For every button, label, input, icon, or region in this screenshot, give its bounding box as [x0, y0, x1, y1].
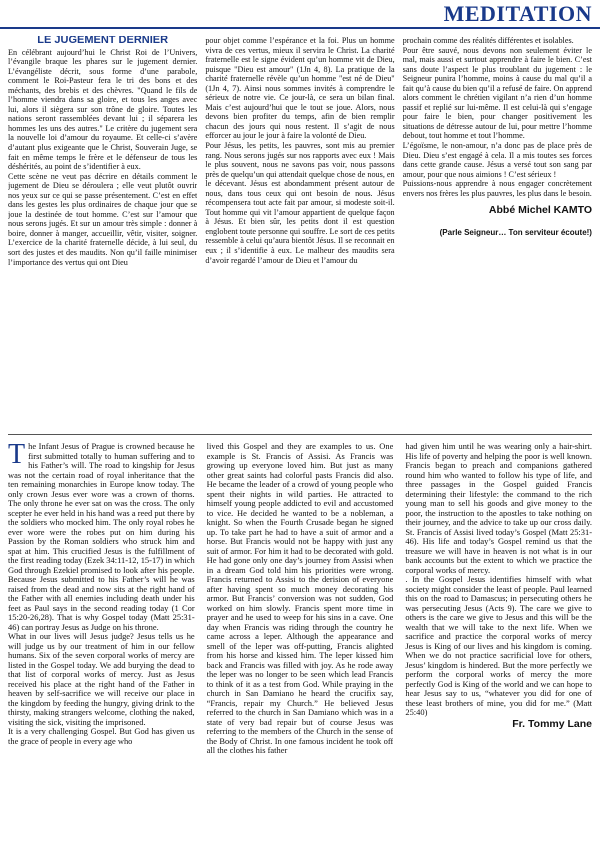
page-header	[0, 0, 600, 26]
paragraph: What in our lives will Jesus judge? Jesus tells us he will judge us by our treatment of him in our fellow humans. Six of the seven corporal works of mercy are listed in the Gospel today. We add burying the dead to that list of corporal works of mercy. Just as Jesus received his place at the right hand of the Father in heaven by self-sacrifice we will receive our place in the kingdom by feeding the hungry, giving drink to the thirsty, making strangers welcome, clothing the naked, visiting the sick, visiting the imprisoned.	[8, 631, 195, 727]
paragraph: lived this Gospel and they are examples to us. One example is St. Francis of Assisi. As Francis was growing up everyone loved him. But just as many other great saints had colorful pasts Francis did also. He became the leader of a crowd of young people who spent their nights in wild parties. He attracted to himself young people addicted to evil and accustomed to vice. He decided he wanted to be a nobleman, a knight. So when the Fourth Crusade began he signed up. To take part he had to have a suit of armor and a horse. But Francis would not be happy with just any suit of armor. For him it had to be decorated with gold. He had gone only one day’s journey from Assisi when in a dream God told him his priorities were wrong. Francis returned to Assisi to the derision of everyone after having spent so much money decorating his armor. But Francis’ conversion was not sudden, God worked on him slowly. Francis spent more time in prayer and he used to weep for his sins in a cave. One day when Francis was riding through the country he came across a leper. Although the appearance and smell of the leper was off-putting, Francis alighted from his horse and kissed him. The leper kissed him back and Francis was filled with joy. As he rode away the leper was no longer to be seen which lead Francis to think of it as a test from God. While praying in the church in San Damiano he heard the crucifix say, “Francis, repair my Church.” He believed Jesus referred to the church in San Damiano which was in a state of very bad repair but of course Jesus was referring to the members of the Church in the sense of the Body of Christ. In one famous incident he took off all the clothes his father	[206, 442, 394, 755]
paragraph	[8, 442, 195, 632]
paragraph: Cette scène ne veut pas décrire en détails comment le jugement de Dieu se déroulera ; elle veut plutôt ouvrir nos yeux sur ce qui se passe présentement. C’est en effet dans les gestes les plus ordinaires de chaque jour que se joue la destinée de tout homme. C’est sur l’amour que nous serons jugés. Et sur un amour très simple : donner à boire, donner à manger, accueillir, vêtir, visiter, soigner. L’exercice de la charité fraternelle décide, à lui seul, du sort des justes et des maudits. Non qu’il faille minimiser l’importance des vertus qui ont Dieu	[8, 171, 198, 267]
english-author-signature: Fr. Tommy Lane	[512, 717, 593, 730]
paragraph: had given him until he was wearing only a hair-shirt. His life of poverty and helping the poor is well known. Francis began to preach and companions gathered round him who wanted to follow his type of life, and three passages in the Gospel guided Francis determining their lifestyle: the command to the rich young man to sell his goods and give money to the poor, the instruction to the apostles to take nothing on their journey, and the advice to take up our cross daily. St. Francis of Assisi lived today’s Gospel (Matt 25:31-46). His life and today’s Gospel remind us that the treasure we will have in heaven is not what is in our bank accounts but the extent to which we practice the corporal works of mercy.	[405, 442, 593, 575]
french-author-signature: Abbé Michel KAMTO	[488, 204, 592, 217]
paragraph-text: he Infant Jesus of Prague is crowned because he first submitted totally to human suffering and to his Father’s will. The road to kingship for Jesus was not the certain road of royal inheritance that the ten remaining monarchies in Europe know today. The only crown Jesus ever wore was a crown of thorns. The only throne he ever sat on was the cross. The only scepter he ever held in his hand was a reed put there by the soldiers who mocked him. The only royal robes he ever wore were the robes put on him during his Passion by the Roman soldiers who struck him and spat at him. This crucified Jesus is the fulfillment of the first reading today (Ezek 34:11-12, 15-17) in which God through Ezekiel promised to look after his people. Because Jesus submitted to his Father’s will he was raised from the dead and now sits at the right hand of the Father with all enemies including death under his feet as Paul says in the second reading today (1 Cor 15:20-26,28). That is why Gospel today (Matt 25:31-46) can portray Jesus as Judge on his throne.	[8, 442, 195, 632]
section-divider	[8, 434, 592, 435]
paragraph: En célébrant aujourd’hui le Christ Roi de l’Univers, l’évangile braque les phares sur le jugement dernier. L’évangéliste décrit, sous forme d’une parabole, comment le Roi-Pasteur fera le tri des bons et des méchants, des brebis et des chèvres. "Quand le fils de l’homme viendra dans sa gloire, et tous les anges avec lui, alors il siègera sur son trône de gloire. Toutes les nations seront rassemblées devant lui ; il séparera les hommes les uns des autres." Le critère du jugement sera la nouvelle loi d’amour du royaume. Et celle-ci s’avère d’autant plus exigeante que le Christ, Souverain Juge, se fait en même temps le frère et le défenseur de tous les déshérités, au point de s’identifier à eux.	[8, 47, 198, 172]
paragraph: L’égoïsme, le non-amour, n’a donc pas de place près de Dieu. Dieu s’est engagé à cela. Il a mis toutes ses forces dans cette grande cause. Jésus a versé tout son sang par amour, pour que nous aimions ! C’est sérieux !	[402, 141, 592, 179]
paragraph: Puissions-nous apprendre à nous engager concrètement envers nos frères les plus pauvres, les plus dans le besoin.	[402, 179, 592, 198]
english-column-1	[8, 442, 195, 846]
drop-cap: T	[8, 442, 26, 470]
paragraph: . In the Gospel Jesus identifies himself with what society might consider the least of people. Paul learned this on the road to Damascus; in persecuting others he was persecuting Jesus (Acts 9). The care we give to others is the care we give to Jesus and this will be the wealth that we will take to the next life. When we sacrifice and practice the corporal works of mercy Jesus is King of our lives and his kingdom is coming. When we do not practice sacrificial love for others, Jesus’ kingdom is hindered. But the more perfectly we perform the corporal works of mercy the more perfectly God is King of the world and we can hope to hear Jesus say to us, “whatever you did for one of these least brothers of mine, you did for me.” (Matt 25:40)	[405, 574, 593, 717]
french-signature-note: (Parle Seigneur… Ton serviteur écoute!)	[439, 227, 592, 237]
header-rule	[0, 27, 600, 29]
paragraph: prochain comme des réalités différentes et isolables.	[402, 36, 574, 45]
paragraph: Pour Jésus, les petits, les pauvres, sont mis au premier rang. Nous serons jugés sur nos rapports avec eux ! Mais le plus souvent, nous ne savons pas voir, nous passons près de quelqu’un qui attendait quelque chose de nous, en le décevant. Jésus est abondamment présent autour de nous, dans tous ceux qui ont besoin de nous. Jésus récompensera tout acte fait par amour, si modeste soit-il. Tout homme qui vit l’amour appartient de quelque façon à Jésus. Et bien sûr, les petits dont il est question englobent toute personne qui souffre. Le sort de ces petits ressemble à celui qu’aura bientôt Jésus. Il se reconnait en eux ; il s’identifie à eux. Le malheur des maudits sera d’avoir regardé l’amour de Dieu et l’amour du	[205, 141, 395, 265]
french-column-2	[205, 36, 394, 424]
french-column-1	[8, 36, 197, 424]
paragraph: pour objet comme l’espérance et la foi. Plus un homme vivra de ces vertus, mieux il servira le Christ. La charité fraternelle est le signe évident qu’un homme vit de Dieu, puisque "Dieu est amour" (1Jn 4, 8). La pratique de la charité fraternelle révèle qu’un homme "est né de Dieu" (1Jn 4, 7). Ainsi nous sommes invités à comprendre le sérieux de notre vie. Ce jour-là, ce sera un bilan final. Mais c’est aujourd’hui que le tout se joue. Alors, nous devons bien profiter du temps, afin de bien remplir chacun des jours qui nous restent. Il s’agit de nous efforcer au jour le jour à faire la volonté de Dieu.	[205, 36, 395, 141]
english-article	[8, 442, 592, 846]
english-column-3	[405, 442, 592, 846]
french-article-title: LE JUGEMENT DERNIER	[37, 36, 169, 46]
english-column-2	[207, 442, 394, 846]
french-column-3	[403, 36, 592, 424]
paragraph: Pour être sauvé, nous devons non seulement éviter le mal, mais aussi et surtout apprendre à faire le bien. C’est sans doute l’aspect le plus troublant du jugement : le Seigneur punira l’homme, moins à cause du mal qu’il a fait qu’à cause du bien qu’il a refusé de faire. On apprend alors comment le chrétien vigilant n’a rien d’un homme passif et replié sur lui-même. Il est celui-là qui s’engage pour faire le bien, pour changer positivement les situations de détresse autour de lui, pour mettre l’homme debout, tout homme et tout l’homme.	[402, 45, 592, 141]
section-title: MEDITATION	[443, 1, 592, 26]
paragraph: It is a very challenging Gospel. But God has given us the grace of people in every age who	[8, 726, 195, 746]
french-article	[8, 36, 592, 424]
